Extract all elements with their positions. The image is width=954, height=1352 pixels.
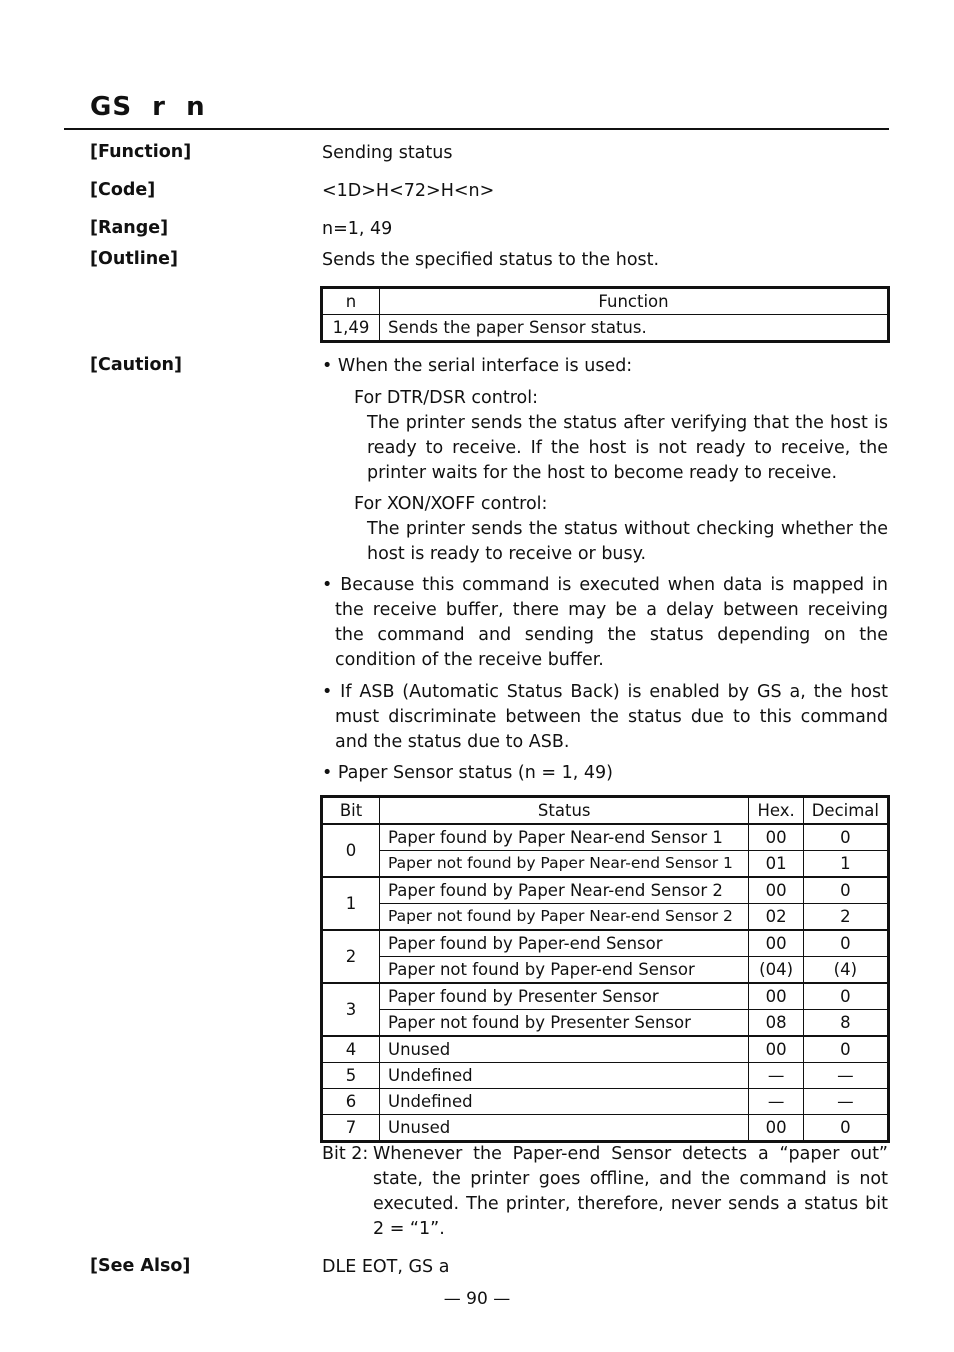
- code-label: [Code]: [90, 180, 156, 200]
- function-value: Sending status: [322, 143, 453, 163]
- table-row: [323, 930, 888, 957]
- status-cell: Undefined: [380, 1063, 749, 1089]
- decimal-cell: —: [803, 1089, 887, 1115]
- outline-value: Sends the specified status to the host.: [322, 250, 660, 270]
- dtr-text: The printer sends the status after verifying that the host is ready to receive. If the host is not ready to receive, the printer waits for the host to become ready to receive.: [367, 413, 888, 483]
- table-row: [323, 315, 888, 341]
- hex-cell: 01: [749, 851, 803, 878]
- table-row: [323, 904, 888, 931]
- decimal-cell: 0: [803, 983, 887, 1010]
- hex-cell: (04): [749, 957, 803, 984]
- decimal-cell: 0: [803, 1036, 887, 1063]
- status-cell: Paper found by Paper-end Sensor: [380, 930, 749, 957]
- see-also-label: [See Also]: [90, 1256, 191, 1276]
- status-cell: Unused: [380, 1036, 749, 1063]
- note-text: Whenever the Paper-end Sensor detects a “paper out” state, the printer goes offline, and the command is not executed. The printer, therefore, never sends a status bit 2 = “1”.: [373, 1144, 888, 1239]
- status-cell: Paper found by Paper Near-end Sensor 1: [380, 824, 749, 851]
- hex-cell: 00: [749, 1036, 803, 1063]
- header-cell: Decimal: [803, 798, 887, 825]
- bit-cell: 6: [323, 1089, 380, 1115]
- bit-cell: 7: [323, 1115, 380, 1141]
- table-row: [323, 1115, 888, 1141]
- status-cell: Paper not found by Paper Near-end Sensor 2: [380, 904, 749, 931]
- page-title: GS r n: [90, 92, 206, 122]
- range-label: [Range]: [90, 218, 169, 238]
- page-number: — 90 —: [443, 1289, 511, 1309]
- code-value: <1D>H<72>H<n>: [322, 181, 495, 201]
- header-cell: Function: [380, 289, 888, 315]
- outline-label: [Outline]: [90, 249, 179, 269]
- table-row: [323, 983, 888, 1010]
- hex-cell: 00: [749, 824, 803, 851]
- status-cell: Undefined: [380, 1089, 749, 1115]
- xon-heading: For XON/XOFF control:: [354, 494, 548, 514]
- table-row: [323, 824, 888, 851]
- status-table: [322, 797, 888, 1141]
- hex-cell: 00: [749, 930, 803, 957]
- header-cell: n: [323, 289, 380, 315]
- decimal-cell: 8: [803, 1010, 887, 1037]
- table-header-row: [323, 798, 888, 825]
- table-row: [323, 877, 888, 904]
- status-cell: Paper not found by Paper Near-end Sensor 1: [380, 851, 749, 878]
- dtr-heading: For DTR/DSR control:: [354, 388, 538, 408]
- outline-table: [322, 288, 888, 341]
- hex-cell: 02: [749, 904, 803, 931]
- title-rule: [64, 128, 889, 130]
- decimal-cell: —: [803, 1063, 887, 1089]
- header-cell: Bit: [323, 798, 380, 825]
- status-cell: Unused: [380, 1115, 749, 1141]
- hex-cell: —: [749, 1063, 803, 1089]
- n-cell: 1,49: [323, 315, 380, 341]
- table-row: [323, 1010, 888, 1037]
- hex-cell: 00: [749, 983, 803, 1010]
- status-cell: Paper found by Presenter Sensor: [380, 983, 749, 1010]
- function-cell: Sends the paper Sensor status.: [380, 315, 888, 341]
- decimal-cell: (4): [803, 957, 887, 984]
- bit-cell: 5: [323, 1063, 380, 1089]
- status-cell: Paper not found by Paper-end Sensor: [380, 957, 749, 984]
- header-cell: Hex.: [749, 798, 803, 825]
- bit-cell: 0: [323, 824, 380, 877]
- hex-cell: 00: [749, 1115, 803, 1141]
- bit-cell: 2: [323, 930, 380, 983]
- table-row: [323, 1089, 888, 1115]
- range-value: n=1, 49: [322, 219, 393, 239]
- decimal-cell: 0: [803, 824, 887, 851]
- header-cell: Status: [380, 798, 749, 825]
- caution-bullet-serial: • When the serial interface is used:: [322, 356, 633, 376]
- decimal-cell: 2: [803, 904, 887, 931]
- table-row: [323, 1063, 888, 1089]
- bit-cell: 4: [323, 1036, 380, 1063]
- table-header-row: [323, 289, 888, 315]
- table-row: [323, 1036, 888, 1063]
- caution-label: [Caution]: [90, 355, 182, 375]
- table-row: [323, 957, 888, 984]
- hex-cell: —: [749, 1089, 803, 1115]
- decimal-cell: 1: [803, 851, 887, 878]
- status-cell: Paper found by Paper Near-end Sensor 2: [380, 877, 749, 904]
- note-prefix: Bit 2:: [322, 1144, 369, 1164]
- bit-cell: 3: [323, 983, 380, 1036]
- bit-cell: 1: [323, 877, 380, 930]
- caution-bullet-buffer: • Because this command is executed when data is mapped in the receive buffer, there may be a delay between receiving the command and sending the status depending on the condition of the receive buffer.: [322, 575, 888, 670]
- decimal-cell: 0: [803, 930, 887, 957]
- hex-cell: 08: [749, 1010, 803, 1037]
- see-also-value: DLE EOT, GS a: [322, 1257, 450, 1277]
- table-row: [323, 851, 888, 878]
- function-label: [Function]: [90, 142, 192, 162]
- xon-text: The printer sends the status without checking whether the host is ready to receive or busy.: [367, 519, 888, 564]
- caution-bullet-paper-sensor: • Paper Sensor status (n = 1, 49): [322, 763, 613, 783]
- decimal-cell: 0: [803, 1115, 887, 1141]
- hex-cell: 00: [749, 877, 803, 904]
- status-cell: Paper not found by Presenter Sensor: [380, 1010, 749, 1037]
- decimal-cell: 0: [803, 877, 887, 904]
- caution-bullet-asb: • If ASB (Automatic Status Back) is enabled by GS a, the host must discriminate between the status due to this command and the status due to ASB.: [322, 682, 888, 752]
